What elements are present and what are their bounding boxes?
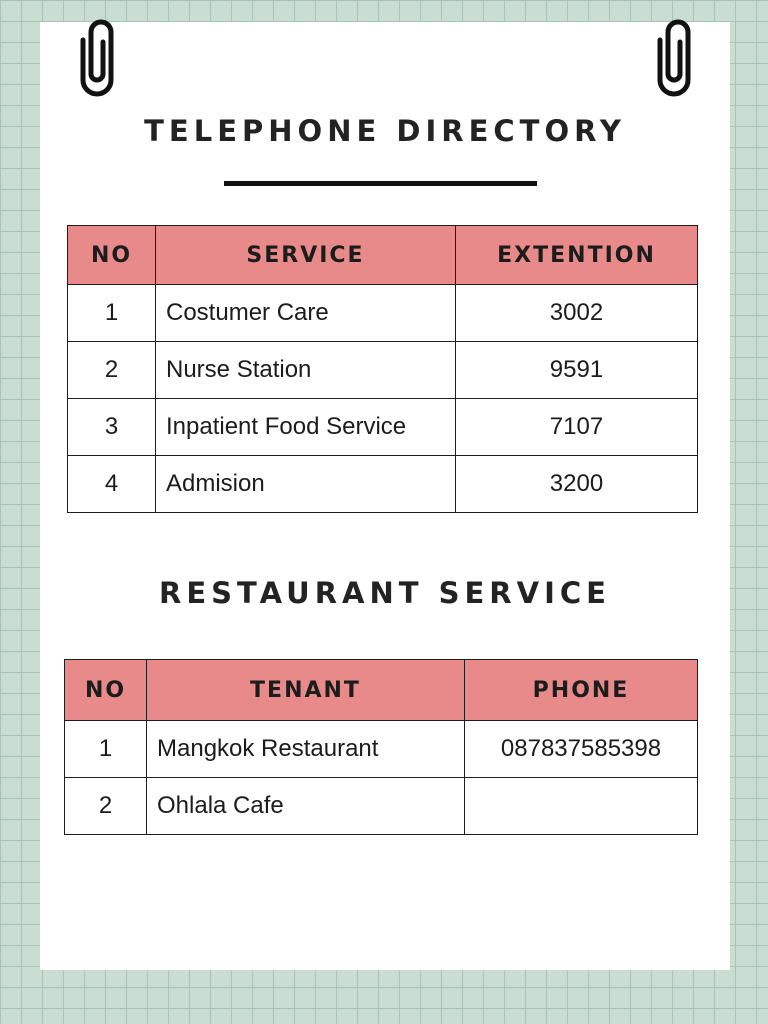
- directory-sheet: [40, 22, 730, 970]
- row-number: 4: [68, 456, 156, 513]
- section-title: RESTAURANT SERVICE: [159, 576, 611, 610]
- row-number: 3: [68, 399, 156, 456]
- table-row: [68, 285, 698, 342]
- row-number: 2: [68, 342, 156, 399]
- table-row: [65, 721, 698, 778]
- telephone-directory-table: [67, 225, 698, 513]
- tenant-name: Ohlala Cafe: [147, 778, 465, 835]
- tenant-name: Mangkok Restaurant: [147, 721, 465, 778]
- restaurant-service-table: [64, 659, 698, 835]
- extension-number: 7107: [456, 399, 698, 456]
- service-name: Nurse Station: [156, 342, 456, 399]
- row-number: 1: [65, 721, 147, 778]
- table-header-row: [65, 660, 698, 721]
- column-header-no: NO: [68, 226, 156, 285]
- phone-number: 087837585398: [465, 721, 698, 778]
- extension-number: 9591: [456, 342, 698, 399]
- service-name: Admision: [156, 456, 456, 513]
- paperclip-icon: [651, 16, 697, 102]
- column-header-phone: PHONE: [465, 660, 698, 721]
- table-row: [68, 399, 698, 456]
- phone-number: [465, 778, 698, 835]
- extension-number: 3200: [456, 456, 698, 513]
- table-row: [68, 456, 698, 513]
- column-header-no: NO: [65, 660, 147, 721]
- column-header-service: SERVICE: [156, 226, 456, 285]
- column-header-tenant: TENANT: [147, 660, 465, 721]
- row-number: 1: [68, 285, 156, 342]
- title-underline: [224, 181, 537, 186]
- table-row: [68, 342, 698, 399]
- service-name: Inpatient Food Service: [156, 399, 456, 456]
- service-name: Costumer Care: [156, 285, 456, 342]
- paperclip-icon: [74, 16, 120, 102]
- row-number: 2: [65, 778, 147, 835]
- column-header-extention: EXTENTION: [456, 226, 698, 285]
- table-row: [65, 778, 698, 835]
- extension-number: 3002: [456, 285, 698, 342]
- table-header-row: [68, 226, 698, 285]
- page-title: TELEPHONE DIRECTORY: [144, 114, 626, 148]
